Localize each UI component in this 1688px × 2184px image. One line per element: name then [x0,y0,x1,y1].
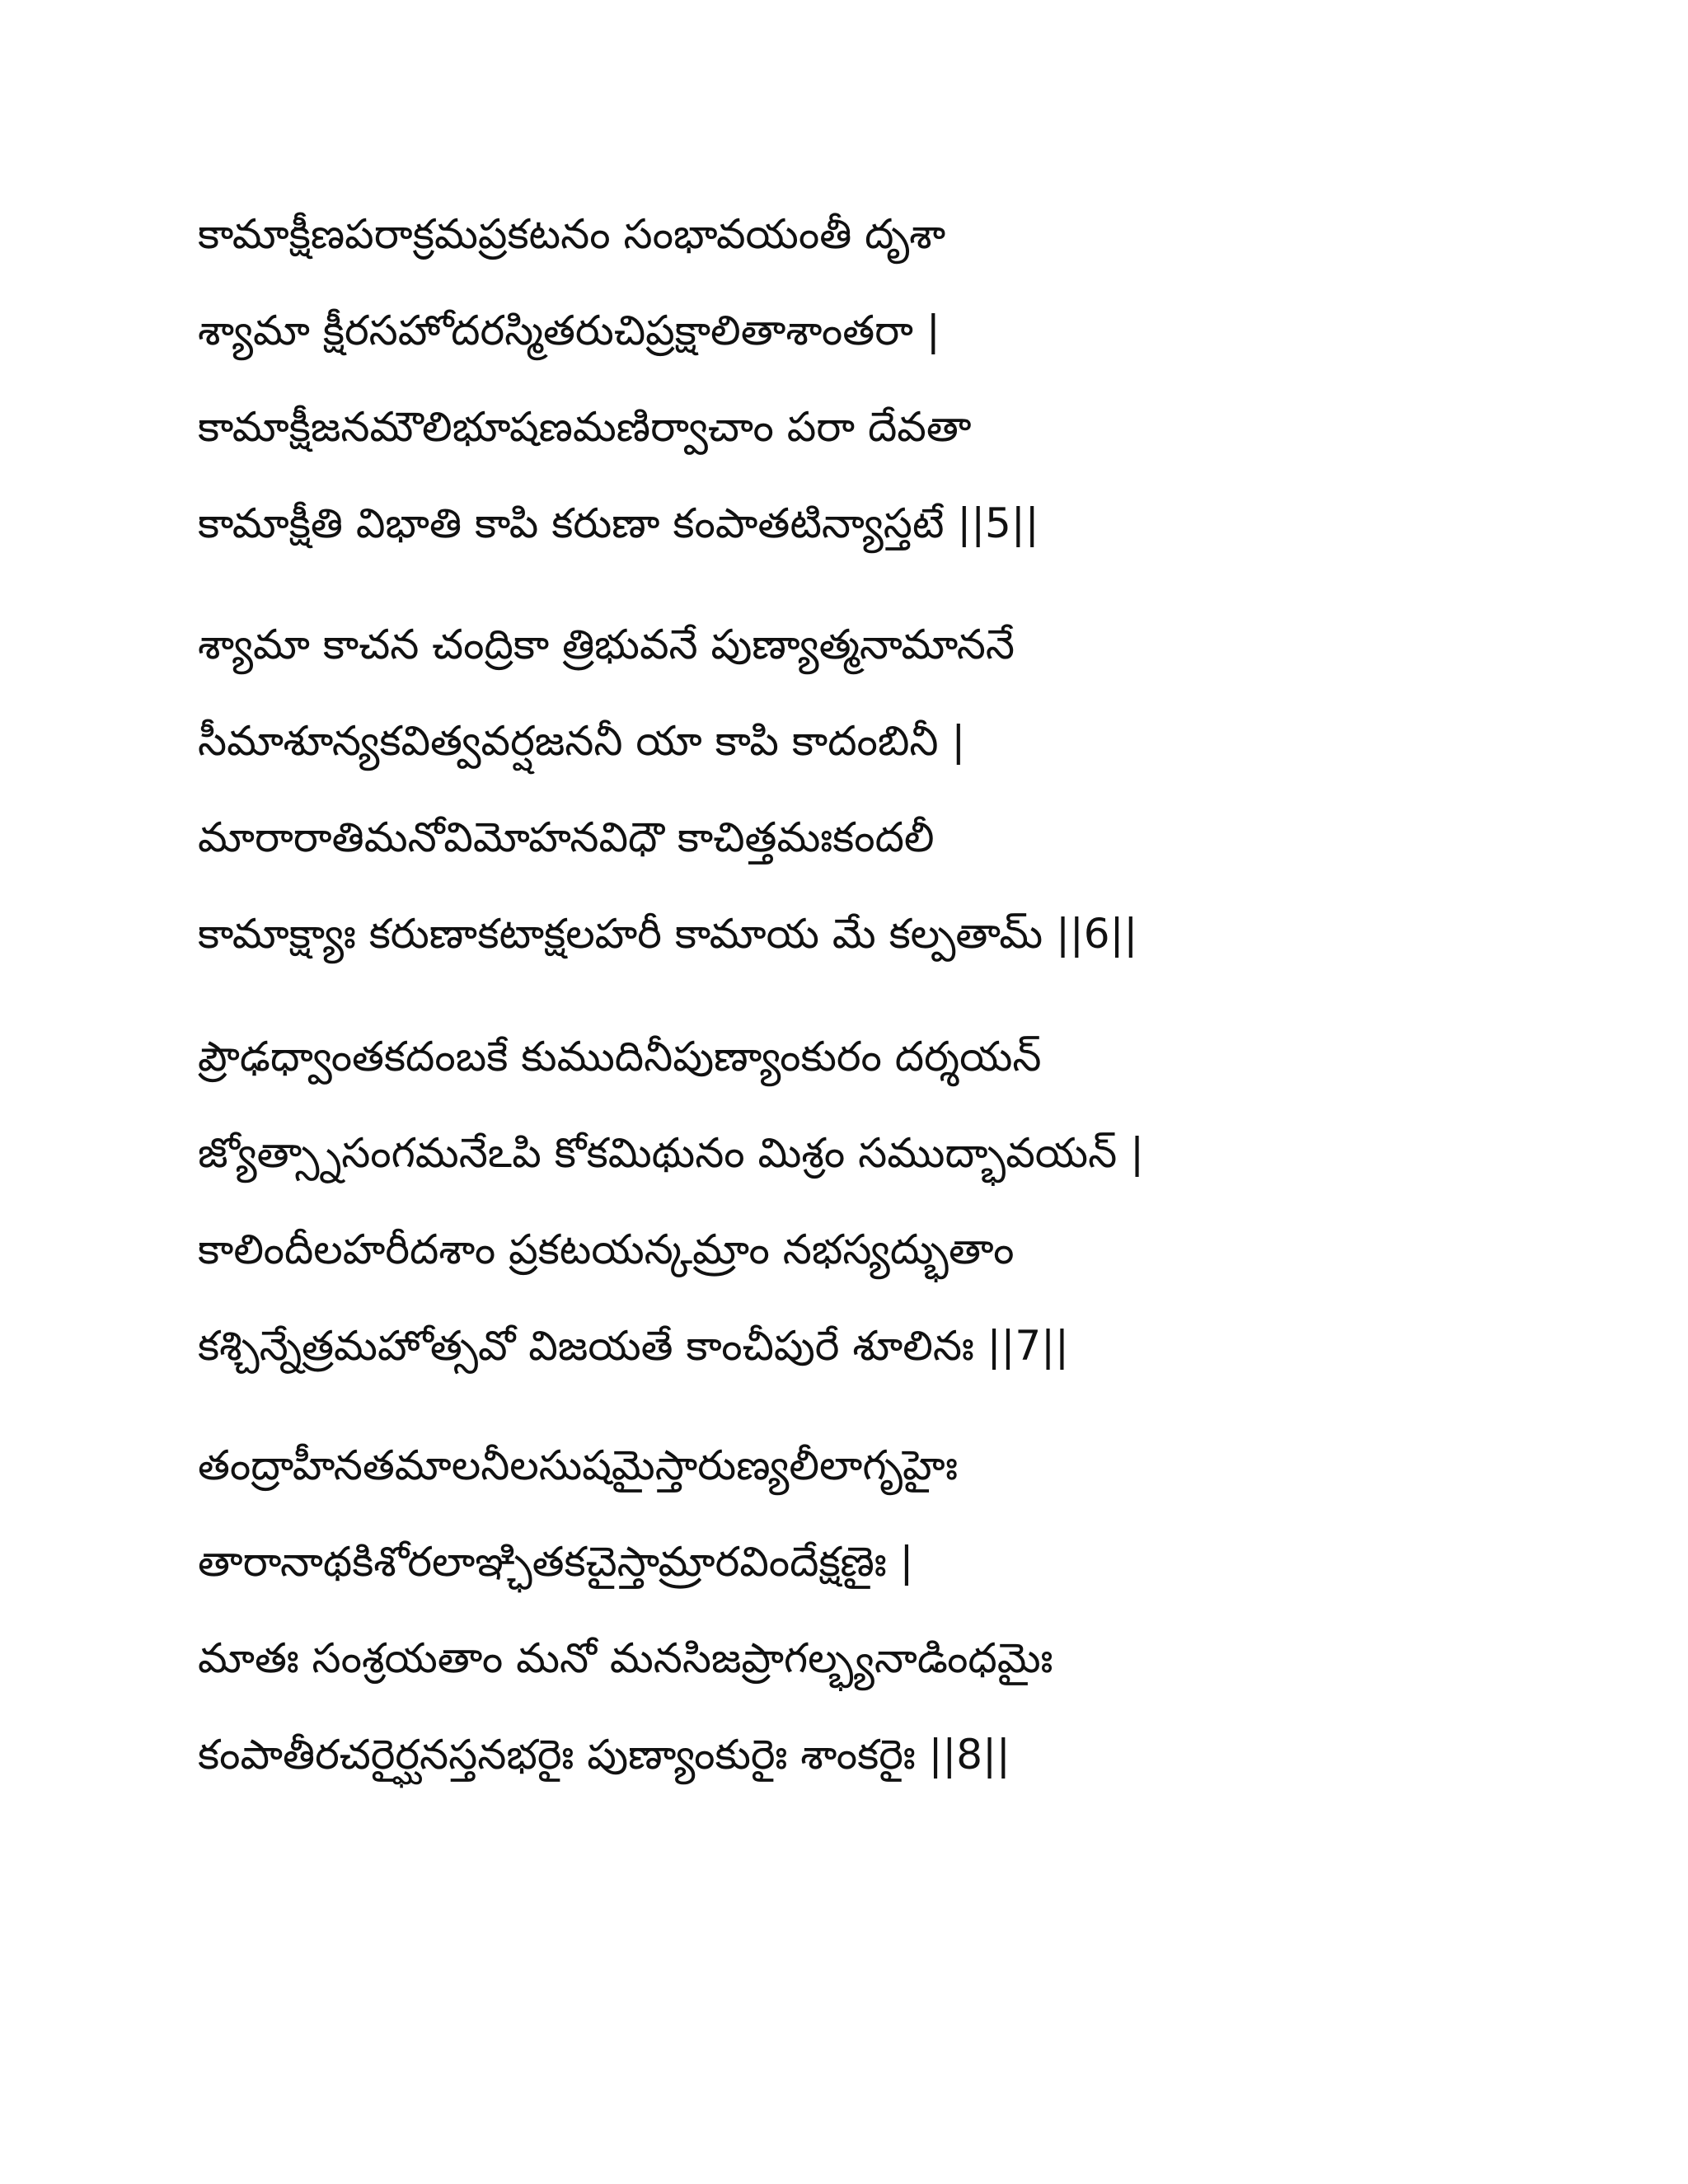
verse-stanza-5 [198,186,1599,572]
verse-line: తంద్రాహీనతమాలనీలసుషమైస్తారుణ్యలీలాగృహైః [198,1441,958,1489]
verse-line: సీమాశూన్యకవిత్వవర్షజననీ యా కాపి కాదంబినీ | [198,717,966,765]
verse-line: తారానాథకిశోరలాఞ్ఛితకచైస్తామ్రారవిందేక్షణైః | [198,1538,914,1586]
verse-line: శ్యామా కాచన చంద్రికా త్రిభువనే పుణ్యాత్మనామాననే [198,621,1015,668]
verse-line: ప్రౌఢధ్వాంతకదంబకే కుముదినీపుణ్యాంకురం దర్శయన్ [198,1033,1042,1080]
verse-line: జ్యోత్స్నాసంగమనేఽపి కోకమిథునం మిశ్రం సముద్భావయన్ | [198,1129,1144,1177]
verse-line: కామాక్షీతి విభాతి కాపి కరుణా కంపాతటిన్యాస్తటే ||5|| [198,499,1039,547]
verse-line: మాతః సంశ్రయతాం మనో మనసిజప్రాగల్భ్యనాడింధమైః [198,1634,1053,1682]
verse-line: కామాక్ష్యాః కరుణాకటాక్షలహరీ కామాయ మే కల్పతామ్ ||6|| [198,910,1138,958]
verse-line: కశ్చిన్నేత్రమహోత్సవో విజయతే కాంచీపురే శూలినః ||7|| [198,1322,1069,1370]
verse-line: మారారాతిమనోవిమోహనవిధౌ కాచిత్తమఃకందలీ [198,813,935,861]
verse-line: కామాక్షీజనమౌలిభూషణమణిర్వాచాం పరా దేవతా [198,403,972,451]
verse-line: కామాక్షీణపరాక్రమప్రకటనం సంభావయంతీ దృశా [198,210,946,258]
verse-stanza-8 [198,1418,1599,1803]
verse-stanza-7 [198,1009,1599,1394]
verse-line: శ్యామా క్షీరసహోదరస్మితరుచిప్రక్షాలితాశాంతరా | [198,307,940,354]
verse-stanza-6 [198,597,1599,982]
verse-line: కంపాతీరచరైర్ఘనస్తనభరైః పుణ్యాంకురైః శాంకరైః ||8|| [198,1731,1010,1779]
verse-line: కాలిందీలహరీదశాం ప్రకటయన్కమ్రాం నభస్యద్భుతాం [198,1226,1015,1273]
